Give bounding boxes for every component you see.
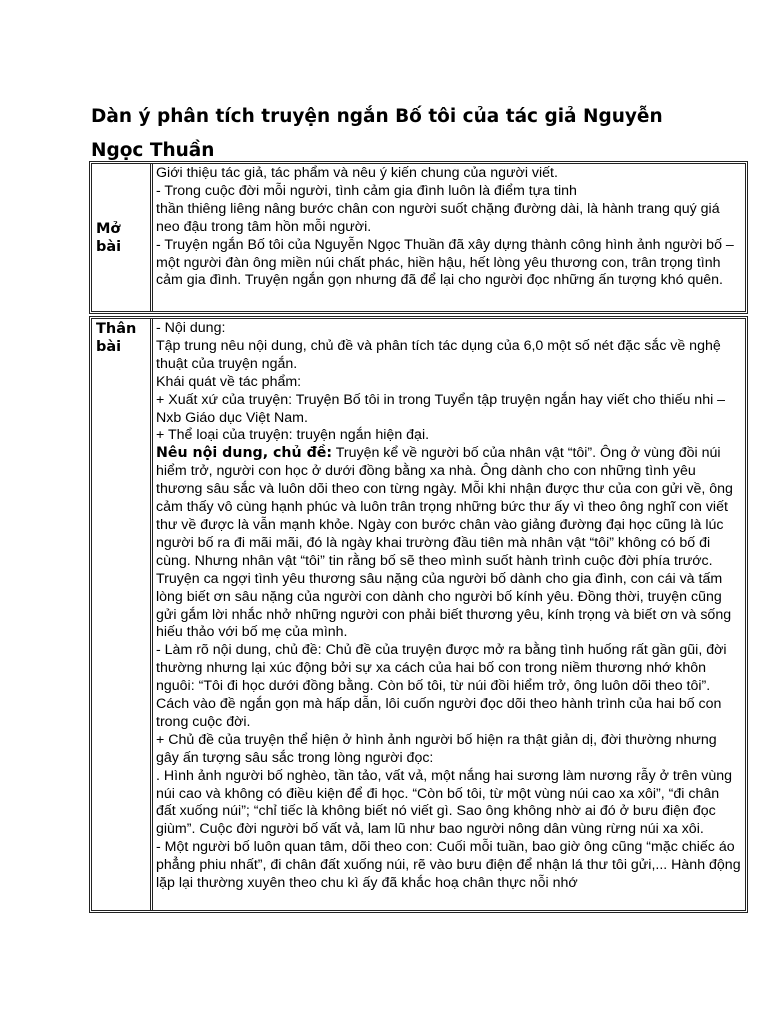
section-content [153, 319, 745, 910]
paragraph: Khái quát về tác phẩm: [156, 373, 302, 390]
outline-table [89, 161, 748, 915]
paragraph: + Chủ đề của truyện thể hiện ở hình ảnh người bố hiện ra thật giản dị, đời thường nhưng gây ấn tượng sâu sắc trong lòng người đọc: [156, 731, 717, 766]
section-label [92, 319, 153, 910]
table-row-mo-bai [89, 161, 748, 314]
document-title: Dàn ý phân tích truyện ngắn Bố tôi của tác giả Nguyễn Ngọc Thuần [91, 106, 663, 161]
lead-text: Truyện kể về người bố của nhân vật “tôi”. Ông ở vùng đồi núi hiểm trở, người con học ở dưới đồng bằng xa nhà. Ông dành cho con những tình yêu thương sâu sắc và luôn dõi theo con từng ngày. Mỗi khi nhận được thư của con gửi về, ông cảm thấy vô cùng hạnh phúc và luôn trân trọng những bức thư ấy vì theo ông nghĩ con viết thư về được là vẫn mạnh khỏe. Ngày con bước chân vào giảng đường đại học cũng là lúc người bố ra đi mãi mãi, đó là ngày khai trường đầu tiên mà nhân vật “tôi” không có bố đi cùng. Nhưng nhân vật “tôi” tin rằng bố sẽ theo mình suốt hành trình cuộc đời phía trước. Truyện ca ngợi tình yêu thương sâu nặng của người bố dành cho gia đình, con cái và tấm lòng biết ơn sâu nặng của người con dành cho người bố kính yêu. Đồng thời, truyện cũng gửi gắm lời nhắc nhở những người con phải biết thương yêu, kính trọng và biết ơn và sống hiếu thảo với bố mẹ của mình. [156, 445, 733, 641]
section-content [153, 164, 745, 311]
paragraph: - Trong cuộc đời mỗi người, tình cảm gia đình luôn là điểm tựa tinh [156, 182, 577, 199]
section-label-text: Thân bài [96, 321, 137, 355]
bold-lead: Nêu nội dung, chủ đề: [156, 445, 333, 462]
paragraph [156, 445, 742, 642]
paragraph: + Xuất xứ của truyện: Truyện Bố tôi in trong Tuyển tập truyện ngắn hay viết cho thiếu nhi – Nxb Giáo dục Việt Nam. [156, 391, 726, 426]
section-label [92, 164, 153, 311]
paragraph: - Một người bố luôn quan tâm, dõi theo con: Cuối mỗi tuần, bao giờ ông cũng “mặc chiếc áo phẳng phiu nhất”, đi chân đất xuống núi, rẽ vào bưu điện để nhận lá thư tôi gửi,... Hành động lặp lại thường xuyên theo chu kì ấy đã khắc hoạ chân thực nỗi nhớ [156, 839, 741, 892]
paragraph: - Truyện ngắn Bố tôi của Nguyễn Ngọc Thuần đã xây dựng thành công hình ảnh người bố – một người đàn ông miền núi chất phác, hiền hậu, hết lòng yêu thương con, trân trọng tình cảm gia đình. Truyện ngắn gọn nhưng đã để lại cho người đọc những ấn tượng khó quên. [156, 236, 734, 289]
paragraph: Giới thiệu tác giả, tác phẩm và nêu ý kiến chung của người viết. [156, 165, 558, 181]
table-row-than-bai [89, 316, 748, 913]
section-label-text: Mở bài [96, 220, 122, 255]
paragraph: - Nội dung: [156, 320, 226, 336]
paragraph: - Làm rõ nội dung, chủ đề: Chủ đề của truyện được mở ra bằng tình huống rất gần gũi, đời thường nhưng lại xúc động bởi sự xa cách của hai bố con trong niềm thương nhớ khôn nguôi: “Tôi đi học dưới đồng bằng. Còn bố tôi, từ núi đồi hiểm trở, ông luôn dõi theo tôi”. Cách vào đề ngắn gọn mà hấp dẫn, lôi cuốn người đọc dõi theo hành trình của hai bố con trong cuộc đời. [156, 642, 727, 730]
paragraph: Tập trung nêu nội dung, chủ đề và phân tích tác dụng của 6,0 một số nét đặc sắc về nghệ thuật của truyện ngắn. [156, 337, 721, 372]
paragraph: . Hình ảnh người bố nghèo, tần tảo, vất vả, một nắng hai sương làm nương rẫy ở trên vùng núi cao và không có điều kiện để đi học. “Còn bố tôi, từ một vùng núi cao xa xôi”, “đi chân đất xuống núi”; “chỉ tiếc là không biết nó viết gì. Sao ông không nhờ ai đó ở bưu điện đọc giùm”. Cuộc đời người bố vất vả, lam lũ như bao người nông dân vùng rừng núi xa xôi. [156, 767, 732, 838]
paragraph: thần thiêng liêng nâng bước chân con người suốt chặng đường dài, là hành trang quý giá neo đậu trong tâm hồn mỗi người. [156, 200, 720, 235]
paragraph: + Thể loại của truyện: truyện ngắn hiện đại. [156, 427, 430, 444]
